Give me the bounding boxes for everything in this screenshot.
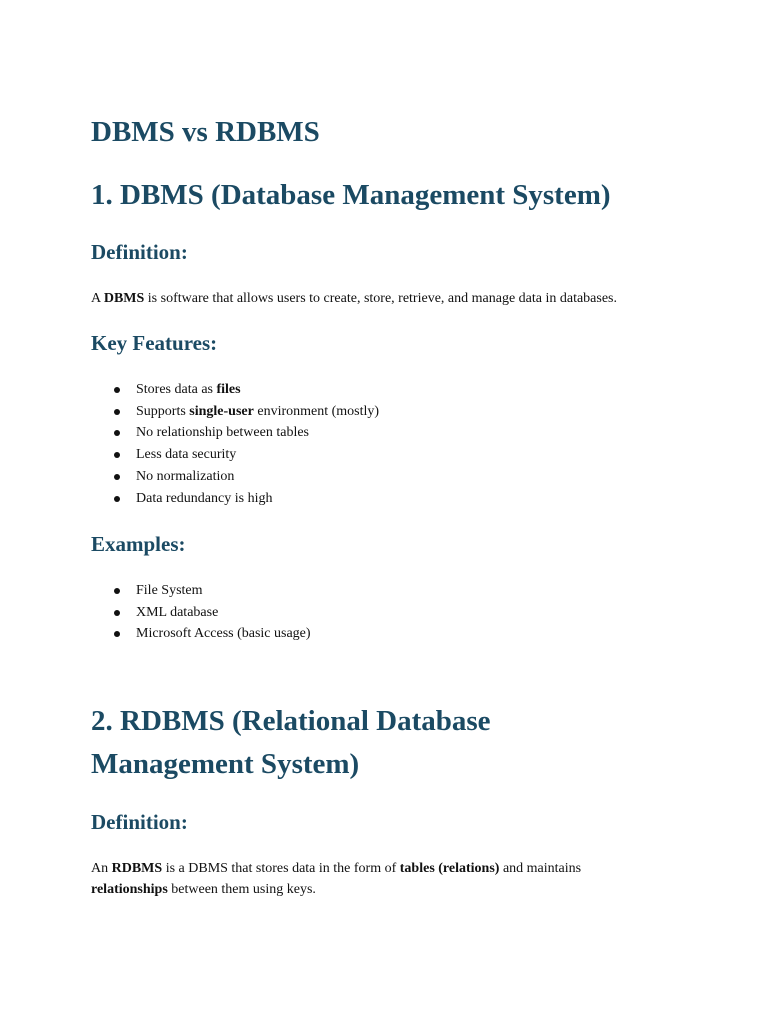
section-1-definition-heading: Definition: bbox=[91, 240, 188, 264]
definition-text-bold: DBMS bbox=[103, 291, 145, 306]
definition-text-part: An bbox=[91, 861, 112, 876]
list-item bbox=[91, 444, 379, 466]
list-item-text: Stores data as bbox=[136, 382, 217, 397]
list-item bbox=[91, 488, 379, 510]
list-item-bold: files bbox=[216, 382, 241, 397]
list-item-text: Data redundancy is high bbox=[136, 490, 273, 506]
list-item bbox=[91, 580, 311, 602]
list-item bbox=[91, 379, 379, 401]
list-item-text: environment (mostly) bbox=[253, 403, 380, 419]
section-2-heading-line-1: 2. RDBMS (Relational Database bbox=[91, 705, 491, 737]
bullet-icon bbox=[114, 631, 120, 637]
list-item bbox=[91, 401, 379, 423]
definition-text-part: and maintains bbox=[499, 861, 582, 876]
list-item-text: Supports bbox=[136, 403, 190, 419]
definition-text-part: between them using keys. bbox=[167, 882, 316, 897]
definition-text-part: is a DBMS that stores data in the form of bbox=[162, 861, 400, 876]
examples-list bbox=[91, 580, 311, 645]
definition-text-part: is software that allows users to create, store, retrieve, and manage data in databases. bbox=[144, 291, 618, 306]
bullet-icon bbox=[114, 588, 120, 594]
section-1-definition-text bbox=[91, 288, 691, 309]
list-item-text: Microsoft Access (basic usage) bbox=[136, 626, 311, 642]
bullet-icon bbox=[114, 452, 120, 458]
list-item-bold: single-user bbox=[189, 403, 254, 419]
bullet-icon bbox=[114, 430, 120, 436]
list-item bbox=[91, 623, 311, 645]
definition-text-part: A bbox=[91, 291, 104, 306]
list-item-text: Less data security bbox=[136, 447, 237, 463]
bullet-icon bbox=[114, 409, 120, 415]
section-2-heading-line-2: Management System) bbox=[91, 748, 360, 780]
key-features-heading: Key Features: bbox=[91, 331, 218, 355]
bullet-icon bbox=[114, 610, 120, 616]
definition-text-bold: relationships bbox=[91, 882, 168, 897]
list-item bbox=[91, 602, 311, 624]
list-item-text: No relationship between tables bbox=[136, 425, 310, 441]
bullet-icon bbox=[114, 387, 120, 393]
list-item-text: File System bbox=[136, 583, 203, 598]
section-2-definition-text bbox=[91, 858, 691, 900]
key-features-list bbox=[91, 379, 379, 509]
definition-text-bold: tables (relations) bbox=[399, 861, 500, 876]
examples-heading: Examples: bbox=[91, 532, 186, 556]
definition-text-bold: RDBMS bbox=[111, 861, 163, 876]
list-item-text: XML database bbox=[136, 604, 219, 620]
bullet-icon bbox=[114, 474, 120, 480]
document-title: DBMS vs RDBMS bbox=[91, 116, 320, 148]
list-item bbox=[91, 466, 379, 488]
bullet-icon bbox=[114, 496, 120, 502]
list-item bbox=[91, 422, 379, 444]
section-2-definition-heading: Definition: bbox=[91, 810, 188, 834]
list-item-text: No normalization bbox=[136, 468, 235, 484]
section-1-heading: 1. DBMS (Database Management System) bbox=[91, 179, 611, 211]
